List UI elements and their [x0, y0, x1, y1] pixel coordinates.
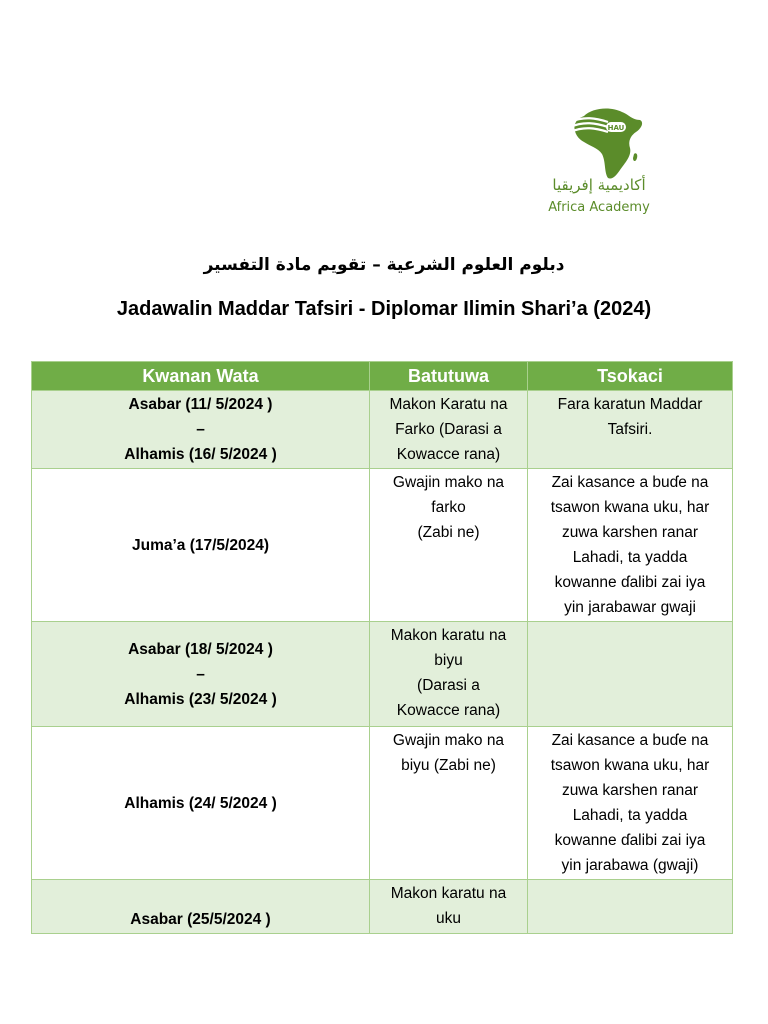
topic-line: Farko (Darasi a: [395, 421, 502, 438]
note-cell: [528, 469, 733, 622]
topic-line: Makon karatu na: [390, 627, 507, 644]
date-cell: [32, 622, 370, 727]
date-start: Asabar (18/ 5/2024 ): [128, 640, 273, 658]
date-single: Alhamis (24/ 5/2024 ): [124, 794, 277, 812]
date-end: Alhamis (23/ 5/2024 ): [124, 690, 277, 708]
note-line: zuwa karshen ranar: [561, 524, 699, 541]
note-line: tsawon kwana uku, har: [550, 499, 710, 516]
note-cell: [528, 622, 733, 727]
topic-line: Gwajin mako na: [392, 474, 505, 491]
topic-cell: [370, 727, 528, 880]
topic-cell: [370, 391, 528, 469]
note-line: kowanne ɗalibi zai iya: [554, 832, 706, 849]
topic-line: (Zabi ne): [417, 524, 480, 541]
logo-english-name: Africa Academy: [548, 200, 650, 215]
topic-line: Makon karatu na: [390, 885, 507, 902]
topic-line: farko: [431, 499, 466, 516]
table-row: [32, 469, 733, 622]
topic-line: Makon Karatu na: [389, 396, 508, 413]
page-title-arabic: دبلوم العلوم الشرعية – تقويم مادة التفسير: [203, 255, 565, 275]
note-line: yin jarabawar gwaji: [564, 599, 696, 616]
column-header-date: Kwanan Wata: [32, 362, 370, 391]
date-start: Asabar (11/ 5/2024 ): [128, 396, 273, 413]
table-row: [32, 880, 733, 934]
africa-academy-logo: [540, 100, 680, 230]
note-line: Zai kasance a buɗe na: [551, 732, 709, 749]
date-cell: [32, 880, 370, 934]
table-header-row: [32, 362, 733, 391]
table-row: [32, 391, 733, 469]
schedule-table: [31, 361, 733, 934]
topic-line: Kowacce rana): [396, 702, 501, 719]
logo-arabic-name: أكاديمية إفريقيا: [552, 176, 646, 194]
note-line: Fara karatun Maddar: [557, 396, 703, 413]
table-row: [32, 727, 733, 880]
date-single: Asabar (25/5/2024 ): [130, 911, 271, 928]
date-cell: [32, 727, 370, 880]
note-line: Lahadi, ta yadda: [572, 549, 688, 566]
topic-line: biyu (Zabi ne): [401, 757, 496, 774]
date-cell: [32, 469, 370, 622]
africa-map-icon: [570, 106, 650, 184]
logo-badge: HAU: [607, 124, 625, 132]
topic-cell: [370, 880, 528, 934]
note-line: Zai kasance a buɗe na: [551, 474, 709, 491]
date-end: Alhamis (16/ 5/2024 ): [124, 446, 277, 463]
topic-line: biyu: [434, 652, 463, 669]
date-separator: –: [196, 421, 205, 438]
column-header-notes: Tsokaci: [528, 362, 733, 391]
page-title: Jadawalin Maddar Tafsiri - Diplomar Ilimin Shari’a (2024): [116, 298, 652, 320]
topic-line: Gwajin mako na: [392, 732, 505, 749]
note-line: yin jarabawa (gwaji): [561, 857, 699, 874]
topic-line: (Darasi a: [417, 677, 480, 694]
note-line: Lahadi, ta yadda: [572, 807, 688, 824]
topic-cell: [370, 469, 528, 622]
note-line: zuwa karshen ranar: [561, 782, 699, 799]
topic-cell: [370, 622, 528, 727]
note-cell: [528, 391, 733, 469]
note-line: Tafsiri.: [607, 421, 653, 438]
date-single: Juma’a (17/5/2024): [131, 536, 269, 554]
note-line: tsawon kwana uku, har: [550, 757, 710, 774]
topic-line: Kowacce rana): [396, 446, 501, 463]
note-cell: [528, 727, 733, 880]
note-cell: [528, 880, 733, 934]
table-row: [32, 622, 733, 727]
date-cell: [32, 391, 370, 469]
date-separator: –: [196, 665, 205, 683]
topic-line: uku: [436, 910, 461, 927]
column-header-topics: Batutuwa: [370, 362, 528, 391]
note-line: kowanne ɗalibi zai iya: [554, 574, 706, 591]
